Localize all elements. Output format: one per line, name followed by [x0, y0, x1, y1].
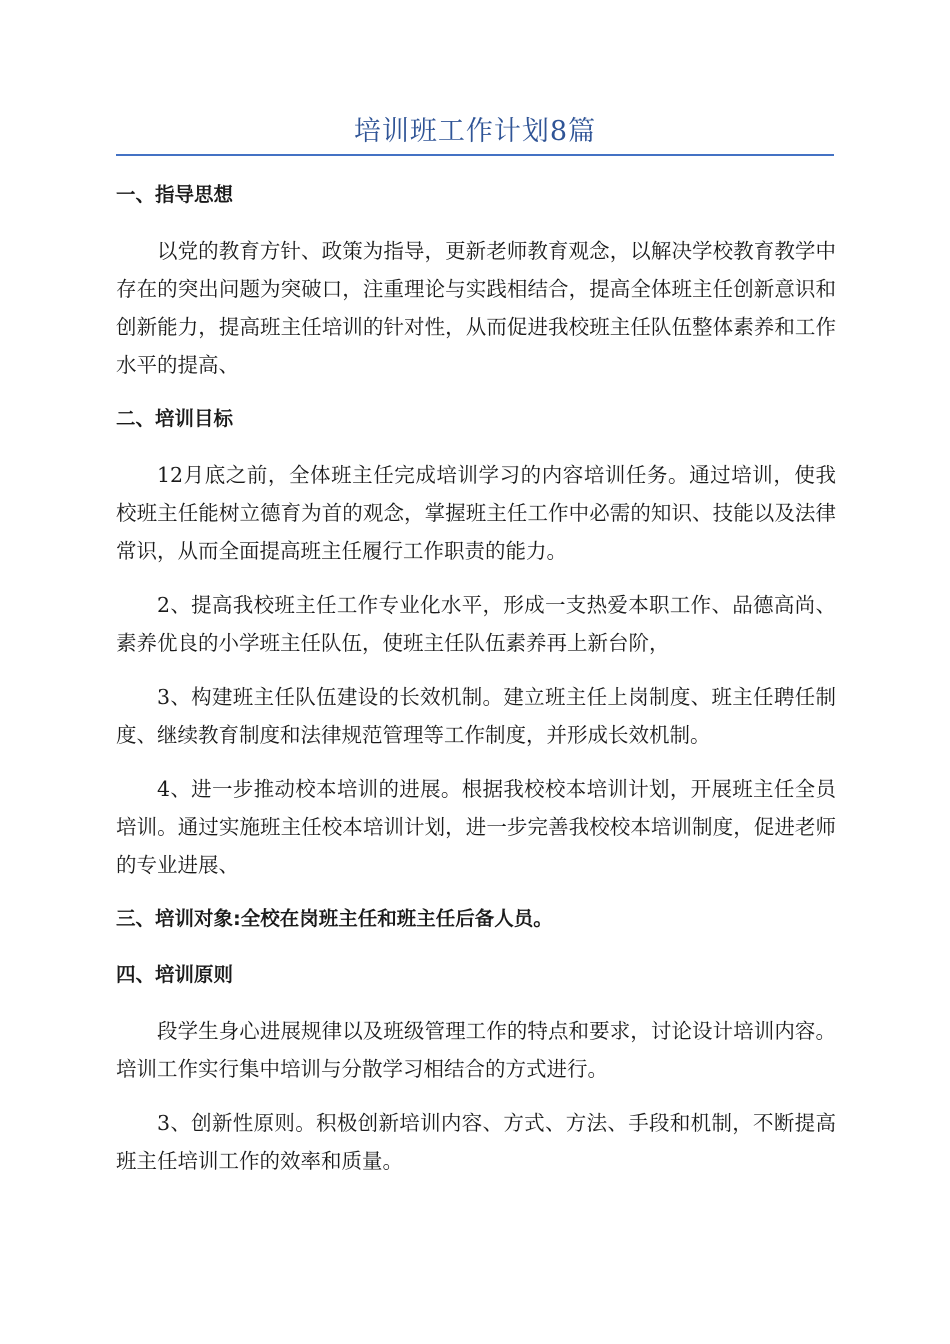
title-underline	[116, 154, 834, 156]
document-body	[116, 176, 836, 1196]
paragraph-guiding-ideology: 以党的教育方针、政策为指导，更新老师教育观念，以解决学校教育教学中存在的突出问题为突破口，注重理论与实践相结合，提高全体班主任创新意识和创新能力，提高班主任培训的针对性，从而促进我校班主任队伍整体素养和工作水平的提高、	[116, 239, 836, 377]
paragraph-goal-3: 3、构建班主任队伍建设的长效机制。建立班主任上岗制度、班主任聘任制度、继续教育制度和法律规范管理等工作制度，并形成长效机制。	[116, 685, 836, 747]
section-heading-training-goals: 二、培训目标	[116, 407, 234, 430]
section-heading-guiding-ideology: 一、指导思想	[116, 183, 234, 206]
section-heading-training-principles: 四、培训原则	[116, 963, 234, 986]
document-title: 培训班工作计划8篇	[353, 116, 597, 147]
paragraph-goal-1: 12月底之前，全体班主任完成培训学习的内容培训任务。通过培训，使我校班主任能树立德育为首的观念，掌握班主任工作中必需的知识、技能以及法律常识，从而全面提高班主任履行工作职责的能力。	[116, 463, 836, 563]
paragraph-principle-1: 段学生身心进展规律以及班级管理工作的特点和要求，讨论设计培训内容。培训工作实行集中培训与分散学习相结合的方式进行。	[116, 1019, 836, 1081]
section-heading-training-targets: 三、培训对象:全校在岗班主任和班主任后备人员。	[116, 907, 553, 930]
paragraph-goal-2: 2、提高我校班主任工作专业化水平，形成一支热爱本职工作、品德高尚、素养优良的小学班主任队伍，使班主任队伍素养再上新台阶，	[116, 593, 836, 655]
paragraph-goal-4: 4、进一步推动校本培训的进展。根据我校校本培训计划，开展班主任全员培训。通过实施班主任校本培训计划，进一步完善我校校本培训制度，促进老师的专业进展、	[116, 777, 836, 877]
paragraph-principle-3: 3、创新性原则。积极创新培训内容、方式、方法、手段和机制，不断提高班主任培训工作的效率和质量。	[116, 1111, 836, 1173]
